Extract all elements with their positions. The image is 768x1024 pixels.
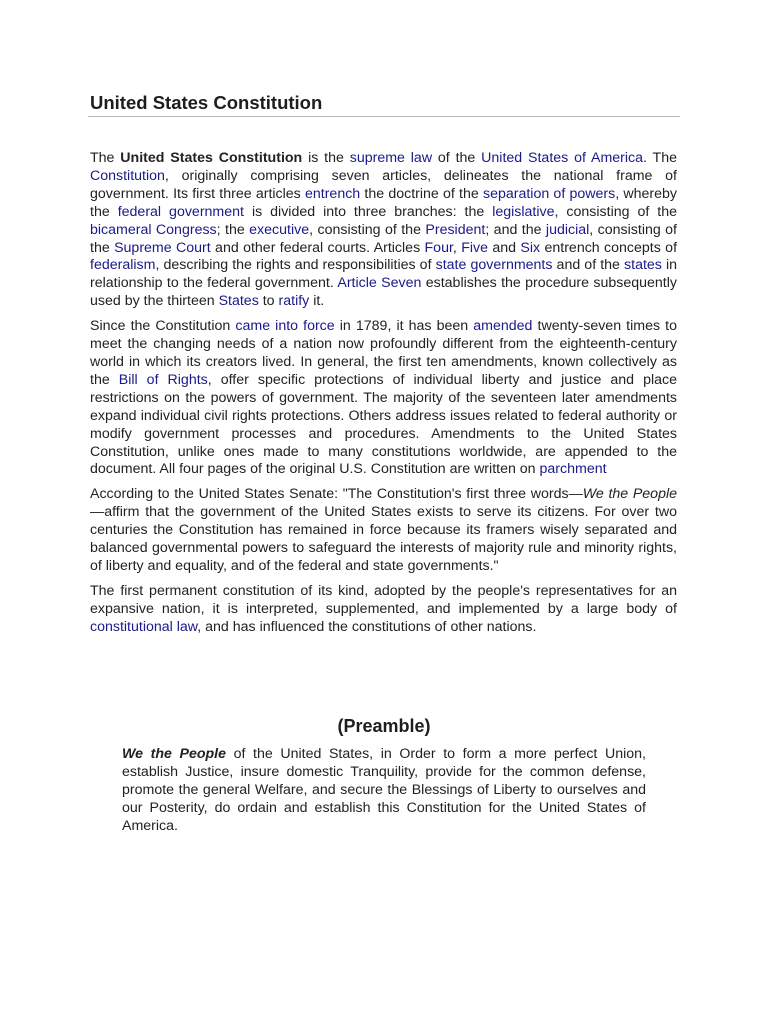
link-states[interactable]: states [624, 257, 662, 274]
bold-term: United States Constitution [120, 150, 303, 166]
link-ratify[interactable]: ratify [278, 293, 310, 310]
link-state-governments[interactable]: state governments [435, 257, 553, 274]
preamble-heading: (Preamble) [337, 716, 431, 736]
link-federal-government[interactable]: federal government [117, 203, 244, 220]
link-came-into-force[interactable]: came into force [235, 318, 335, 335]
link-constitution[interactable]: Constitution [90, 167, 165, 184]
link-parchment[interactable]: parchment [539, 461, 607, 478]
link-united-states-of-america[interactable]: United States of America [481, 150, 644, 166]
link-article-five[interactable]: Five [461, 239, 489, 256]
link-article-seven[interactable]: Article Seven [337, 275, 422, 292]
italic-phrase: We the People [582, 486, 677, 503]
link-amended[interactable]: amended [473, 318, 533, 335]
paragraph-influence: The first permanent constitution of its kind, adopted by the people's representatives for an expansive nation, it is interpreted, supplemented, and implemented by a large body of constitutional law, and has influenced the constitutions of other nations. [90, 582, 677, 635]
link-federalism[interactable]: federalism [90, 257, 156, 274]
link-president[interactable]: President [425, 221, 486, 238]
link-article-six[interactable]: Six [520, 239, 541, 256]
paragraph-senate-quote: According to the United States Senate: "The Constitution's first three words—We the People—affirm that the government of the United States exists to serve its citizens. For over two centuries the Constitution has remained in force because its framers wisely separated and balanced governmental powers to safeguard the interests of majority rule and minority rights, of liberty and equality, and of the federal and state governments." [90, 486, 677, 574]
link-constitutional-law[interactable]: constitutional law [90, 618, 198, 635]
title-divider [88, 116, 680, 117]
preamble-emphasis: We the People [122, 746, 227, 762]
page-title: United States Constitution [90, 92, 323, 113]
link-article-four[interactable]: Four [424, 239, 453, 256]
link-entrench[interactable]: entrench [304, 185, 361, 202]
paragraph-intro: The United States Constitution is the supreme law of the United States of America. The Constitution, originally comprising seven articles, delineates the national frame of government. Its first three articles entrench the doctrine of the separation of powers, whereby the federal government is divided into three branches: the legislative, consisting of the bicameral Congress; the executive, consisting of the President; and the judicial, consisting of the Supreme Court and other federal courts. Articles Four, Five and Six entrench concepts of federalism, describing the rights and responsibilities of state governments and of the states in relationship to the federal government. Article Seven establishes the procedure subsequently used by the thirteen States to ratify it. [90, 150, 678, 310]
link-executive[interactable]: executive [249, 221, 310, 238]
link-bill-of-rights[interactable]: Bill of Rights [118, 371, 208, 388]
link-supreme-law[interactable]: supreme law [349, 150, 433, 166]
link-separation-of-powers[interactable]: separation of powers [482, 185, 616, 202]
link-states-thirteen[interactable]: States [218, 293, 259, 310]
link-legislative[interactable]: legislative [492, 203, 555, 220]
link-judicial[interactable]: judicial [545, 221, 590, 238]
preamble-text: We the People of the United States, in Order to form a more perfect Union, establish Justice, insure domestic Tranquility, provide for the common defense, promote the general Welfare, and secure the Blessings of Liberty to ourselves and our Posterity, do ordain and establish this Constitution for the United States of America. [122, 746, 646, 834]
article-body [90, 150, 677, 644]
link-supreme-court[interactable]: Supreme Court [114, 239, 211, 256]
link-bicameral-congress[interactable]: bicameral Congress [90, 221, 217, 238]
paragraph-amendments: Since the Constitution came into force in 1789, it has been amended twenty-seven times to meet the changing needs of a nation now profoundly different from the eighteenth-century world in which its creators lived. In general, the first ten amendments, known collectively as the Bill of Rights, offer specific protections of individual liberty and justice and place restrictions on the powers of government. The majority of the seventeen later amendments expand individual civil rights protections. Others address issues related to federal authority or modify government processes and procedures. Amendments to the United States Constitution, unlike ones made to many constitutions worldwide, are appended to the document. All four pages of the original U.S. Constitution are written on parchment [90, 318, 677, 478]
